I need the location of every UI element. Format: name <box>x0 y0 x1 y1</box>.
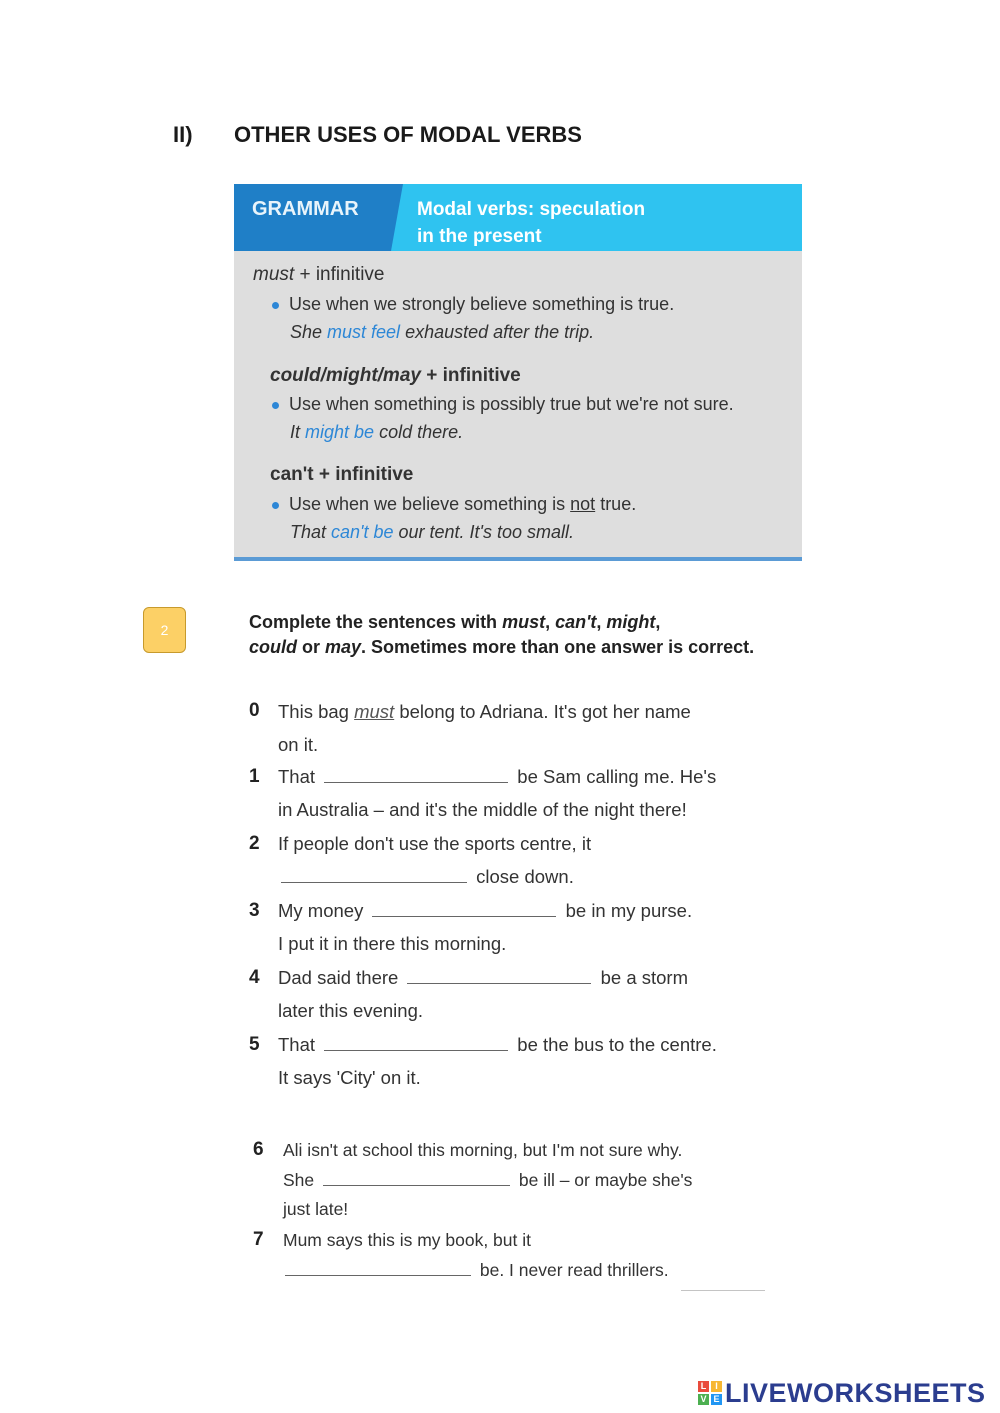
answer-blank-7[interactable] <box>285 1265 471 1276</box>
grammar-header <box>234 184 802 251</box>
item-number: 4 <box>249 967 260 988</box>
bullet-icon <box>272 302 279 309</box>
rule-use <box>289 494 636 515</box>
item-text: be ill – or maybe she's <box>514 1170 693 1190</box>
item-line <box>278 766 716 788</box>
logo-text: LIVEWORKSHEETS <box>725 1377 986 1408</box>
rule-must-title <box>253 264 384 286</box>
instr-word: must <box>502 612 546 632</box>
exercise-number-badge[interactable]: 2 <box>143 607 186 653</box>
rule-example <box>290 522 574 543</box>
answer-blank-1[interactable] <box>324 772 508 783</box>
example-text: She <box>290 322 328 342</box>
liveworksheets-logo <box>698 1378 986 1408</box>
item-text: Dad said there <box>278 967 404 988</box>
rule-example <box>290 322 594 343</box>
instr-word: could <box>249 637 297 657</box>
grammar-title-line2: in the present <box>417 226 542 247</box>
item-line: later this evening. <box>278 1000 424 1021</box>
logo-icon-cell: I <box>711 1381 722 1392</box>
instr-word: can't <box>555 612 597 632</box>
example-text: cold there. <box>374 422 464 442</box>
section-title: OTHER USES OF MODAL VERBS <box>234 122 582 147</box>
instr-text: or <box>297 637 326 657</box>
item-number: 2 <box>249 833 260 854</box>
grammar-title-line1: Modal verbs: speculation <box>417 199 646 220</box>
item-line <box>278 1034 717 1056</box>
item-line: in Australia – and it's the middle of the night there! <box>278 799 687 820</box>
item-line: Ali isn't at school this morning, but I'm not sure why. <box>283 1140 683 1160</box>
grammar-box <box>234 184 802 561</box>
item-line: on it. <box>278 734 319 755</box>
item-text: be in my purse. <box>560 900 693 921</box>
item-line <box>285 1260 669 1281</box>
item-text: This bag <box>278 701 355 722</box>
rule-cant-title <box>270 464 413 486</box>
item-line: I put it in there this morning. <box>278 933 507 954</box>
exercise-instructions <box>249 610 769 660</box>
item-text: My money <box>278 900 369 921</box>
item-text: be the bus to the centre. <box>512 1034 717 1055</box>
example-text: exhausted after the trip. <box>400 322 595 342</box>
item-line: Mum says this is my book, but it <box>283 1230 531 1250</box>
answer-blank-3[interactable] <box>372 906 556 917</box>
logo-icon-cell: L <box>698 1381 709 1392</box>
rule-use: Use when we strongly believe something is true. <box>289 294 675 314</box>
rule-use: Use when something is possibly true but we're not sure. <box>289 394 734 414</box>
rule-modal: must <box>253 264 295 285</box>
use-underlined: not <box>570 494 596 514</box>
answer-blank-4[interactable] <box>407 973 591 984</box>
item-text: be Sam calling me. He's <box>512 766 717 787</box>
example-text: That <box>290 522 332 542</box>
item-text: That <box>278 766 321 787</box>
item-line: It says 'City' on it. <box>278 1067 421 1088</box>
item-number: 3 <box>249 900 260 921</box>
example-highlight: might be <box>305 422 375 442</box>
answer-blank-6[interactable] <box>323 1175 510 1186</box>
item-text: That <box>278 1034 321 1055</box>
item-line <box>278 967 688 989</box>
example-highlight: can't be <box>331 522 394 542</box>
item-number: 6 <box>253 1139 264 1160</box>
item-number: 0 <box>249 700 260 721</box>
item-text: be. I never read thrillers. <box>475 1260 669 1280</box>
bullet-icon <box>272 402 279 409</box>
rule-could-title <box>270 365 521 387</box>
section-numeral: II) <box>173 122 193 147</box>
instr-word: may <box>325 637 362 657</box>
rule-modal: could/might/may <box>270 365 421 386</box>
rule-suffix: + infinitive <box>294 264 385 285</box>
answer-blank-2[interactable] <box>281 872 467 883</box>
divider <box>681 1290 765 1291</box>
item-line: If people don't use the sports centre, it <box>278 833 592 854</box>
example-highlight: must feel <box>327 322 401 342</box>
grammar-title <box>417 196 717 250</box>
bullet-icon <box>272 502 279 509</box>
logo-icon-cell: V <box>698 1394 709 1405</box>
item-line <box>278 701 691 723</box>
item-text: be a storm <box>595 967 689 988</box>
instr-text: , <box>655 612 661 632</box>
instr-text: Complete the sentences with <box>249 612 503 632</box>
item-line <box>278 900 692 922</box>
rule-modal: can't + infinitive <box>270 464 414 485</box>
item-text: belong to Adriana. It's got her name <box>394 701 691 722</box>
rule-example <box>290 422 463 443</box>
logo-icon-cell: E <box>711 1394 722 1405</box>
item-line <box>281 866 574 888</box>
item-number: 5 <box>249 1034 260 1055</box>
item-text: She <box>283 1170 319 1190</box>
example-text: our tent. It's too small. <box>393 522 575 542</box>
answer-blank-5[interactable] <box>324 1040 508 1051</box>
instr-text: , <box>545 612 556 632</box>
item-number: 1 <box>249 766 260 787</box>
grammar-label: GRAMMAR <box>234 184 391 251</box>
instr-text: , <box>596 612 607 632</box>
item-text: close down. <box>471 866 574 887</box>
use-text: Use when we believe something is <box>289 494 571 514</box>
example-answer: must <box>354 701 395 722</box>
item-line: just late! <box>283 1199 349 1219</box>
example-text: It <box>290 422 306 442</box>
instr-text: . Sometimes more than one answer is correct. <box>361 637 755 657</box>
item-line <box>283 1170 692 1191</box>
logo-icon <box>698 1381 722 1405</box>
rule-suffix: + infinitive <box>420 365 521 386</box>
use-text: true. <box>595 494 637 514</box>
instr-word: might <box>606 612 656 632</box>
item-number: 7 <box>253 1229 264 1250</box>
